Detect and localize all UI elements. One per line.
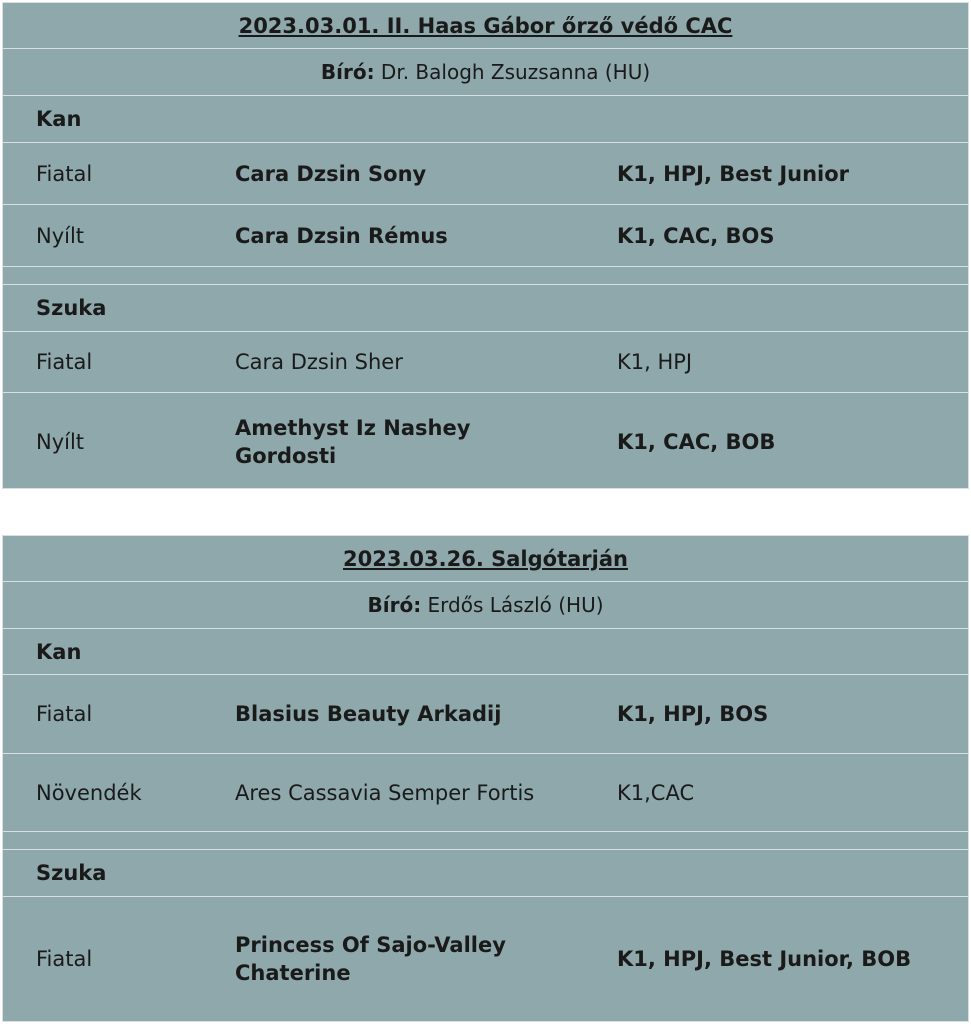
section-header xyxy=(3,850,968,897)
show-block xyxy=(2,535,969,1022)
entry-class: Fiatal xyxy=(36,161,93,186)
section-header xyxy=(3,96,968,143)
judge-text xyxy=(367,593,603,617)
entry-result: K1, CAC, BOS xyxy=(617,223,775,248)
judge-label: Bíró: xyxy=(367,593,422,617)
entry-dog: Princess Of Sajo-Valley Chaterine xyxy=(235,933,506,985)
entry-row xyxy=(3,393,968,491)
section-label: Szuka xyxy=(36,861,107,885)
entry-result: K1, CAC, BOB xyxy=(617,430,776,454)
entry-row xyxy=(3,754,968,832)
entry-row xyxy=(3,143,968,205)
entry-row xyxy=(3,332,968,393)
entry-class: Növendék xyxy=(36,780,142,805)
entry-dog: Ares Cassavia Semper Fortis xyxy=(235,780,535,805)
entry-row xyxy=(3,675,968,754)
entry-row xyxy=(3,205,968,267)
judge-row xyxy=(3,49,968,96)
entry-result: K1,CAC xyxy=(617,780,695,805)
section-label: Kan xyxy=(36,639,82,664)
entry-dog: Cara Dzsin Sher xyxy=(235,350,403,374)
section-label: Kan xyxy=(36,107,82,131)
entry-dog: Cara Dzsin Sony xyxy=(235,161,427,186)
section-divider xyxy=(3,267,968,285)
section-header xyxy=(3,285,968,332)
judge-row xyxy=(3,582,968,629)
entry-result: K1, HPJ, Best Junior, BOB xyxy=(617,947,912,971)
entry-dog: Cara Dzsin Rémus xyxy=(235,223,448,248)
show-title: 2023.03.01. II. Haas Gábor őrző védő CAC xyxy=(238,13,733,38)
show-title-row xyxy=(3,3,968,49)
entry-result: K1, HPJ xyxy=(617,350,693,374)
show-block xyxy=(2,2,969,489)
section-divider xyxy=(3,832,968,850)
judge-label: Bíró: xyxy=(320,60,375,84)
entry-class: Fiatal xyxy=(36,702,93,726)
show-title-row xyxy=(3,536,968,582)
judge-name: Dr. Balogh Zsuzsanna (HU) xyxy=(374,60,651,84)
entry-result: K1, HPJ, BOS xyxy=(617,702,769,726)
section-header xyxy=(3,629,968,675)
entry-class: Nyílt xyxy=(36,430,85,454)
entry-class: Nyílt xyxy=(36,223,85,248)
show-title: 2023.03.26. Salgótarján xyxy=(343,546,628,571)
entry-class: Fiatal xyxy=(36,947,93,971)
section-label: Szuka xyxy=(36,296,107,320)
entry-result: K1, HPJ, Best Junior xyxy=(617,161,850,186)
judge-name: Erdős László (HU) xyxy=(421,593,604,617)
entry-class: Fiatal xyxy=(36,350,93,374)
judge-text xyxy=(321,60,650,84)
entry-dog: Blasius Beauty Arkadij xyxy=(235,702,502,726)
entry-dog: Amethyst Iz Nashey Gordosti xyxy=(235,416,471,468)
entry-row xyxy=(3,897,968,1021)
